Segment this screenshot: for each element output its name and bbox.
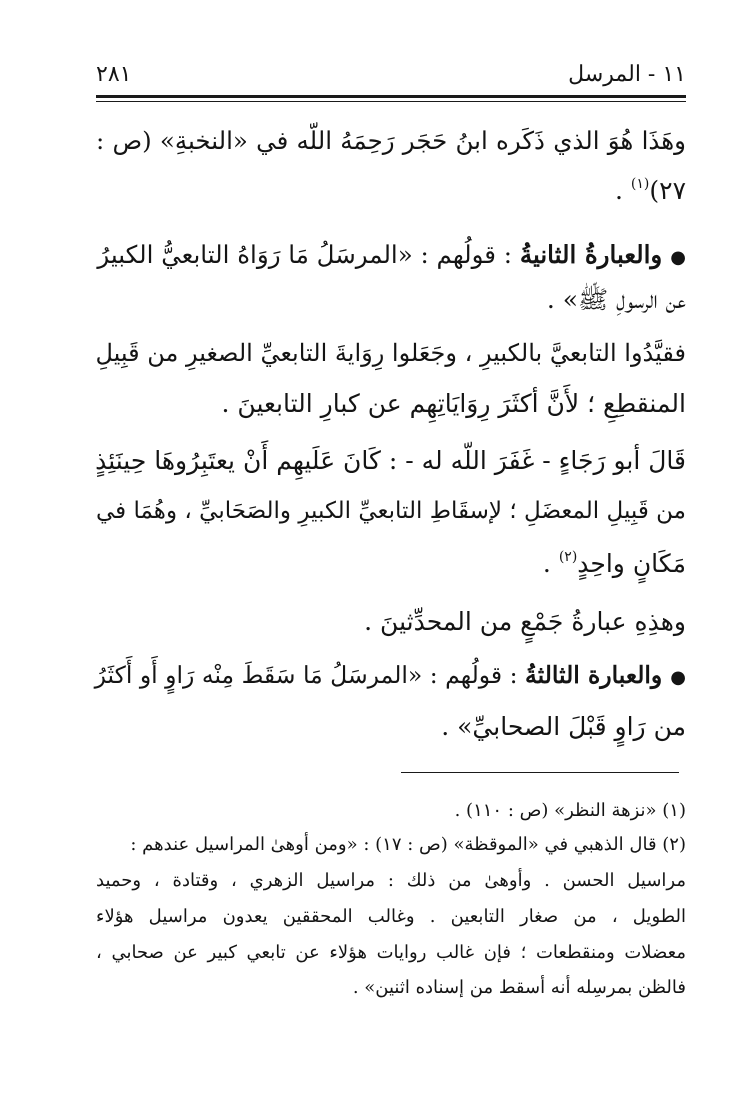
footnote-2-line-1: (٢) قال الذهبي في «الموقظة» (ص : ١٧) : «ومن أوهىٰ المراسيل عندهم :	[130, 834, 686, 855]
text-line-4: عن الرسولِ ﷺ» .	[546, 285, 686, 314]
footnote-2-line-2: مراسيل الحسن . وأوهىٰ من ذلك : مراسيل الزهري ، وقتادة ، وحميد	[96, 870, 686, 891]
footnote-ref-2: (٢)	[558, 549, 578, 565]
footnote-2-line-5: فالظن بمرسِله أنه أسقط من إسناده اثنين» .	[352, 977, 686, 998]
text-line-7: قَالَ أبو رَجَاءٍ - غَفَرَ اللّه له - : كَانَ عَلَيهِم أَنْ يعتَبِرُوهَا حِينَئِذٍ	[95, 446, 686, 475]
text-line-3	[96, 240, 686, 269]
footnote-2-line-3: الطويل ، من صغار التابعين . وغالب المحققين يعدون مراسيل هؤلاء	[96, 906, 686, 927]
second-phrase-label: والعبارةُ الثانيةُ	[519, 240, 663, 269]
text-line-8: من قَبِيلِ المعضَلِ ؛ لإسقَاطِ التابعيِّ الكبيرِ والصَحَابيِّ ، وهُمَا في	[96, 498, 686, 524]
bullet-icon: ●	[670, 667, 686, 688]
text-line-10: وهذِهِ عبارةُ جَمْعٍ من المحدِّثينَ .	[364, 607, 686, 636]
header-rule-thick	[96, 95, 686, 98]
text-line-11	[96, 661, 686, 689]
text-line-2	[96, 176, 686, 205]
bullet-icon: ●	[670, 247, 686, 268]
text-line-9	[96, 549, 686, 578]
running-header	[96, 58, 686, 92]
footnote-separator	[401, 772, 679, 773]
text-line-12: من رَاوٍ قَبْلَ الصحابيِّ» .	[441, 712, 686, 741]
text-line-5: فقيَّدُوا التابعيَّ بالكبيرِ ، وجَعَلوا رِوَايةَ التابعيِّ الصغيرِ من قَبِيلِ	[95, 339, 686, 367]
footnote-1: (١) «نزهة النظر» (ص : ١١٠) .	[454, 800, 686, 821]
phrase-text: مَكَانٍ واحِدٍ	[577, 549, 686, 578]
page-number: ٢٨١	[96, 62, 132, 87]
sentence-end: .	[615, 176, 631, 205]
second-phrase-text: : قولُهم : «المرسَلُ مَا رَوَاهُ التابعيُّ الكبيرُ	[97, 240, 520, 269]
third-phrase-label: والعبارة الثالثةُ	[525, 661, 663, 689]
text-line-1: وهَذَا هُوَ الذي ذَكَره ابنُ حَجَر رَحِمَهُ اللّه في «النخبةِ» (ص :	[96, 126, 686, 155]
chapter-title: ١١ - المرسل	[568, 62, 686, 87]
third-phrase-text: : قولُهم : «المرسَلُ مَا سَقَطَ مِنْه رَاوٍ أَو أَكثَرُ	[94, 661, 526, 689]
reference-text: ٢٧)	[649, 176, 686, 205]
footnote-ref-1: (١)	[630, 176, 650, 192]
header-rule-thin	[96, 101, 686, 102]
footnote-2-line-4: معضلات ومنقطعات ؛ فإن غالب روايات هؤلاء عن تابعي كبير عن صحابي ،	[96, 942, 686, 963]
sentence-end: .	[542, 549, 559, 578]
text-line-6: المنقطِعِ ؛ لأَنَّ أكثَرَ رِوَايَاتِهِم عن كبارِ التابعينَ .	[221, 389, 686, 418]
